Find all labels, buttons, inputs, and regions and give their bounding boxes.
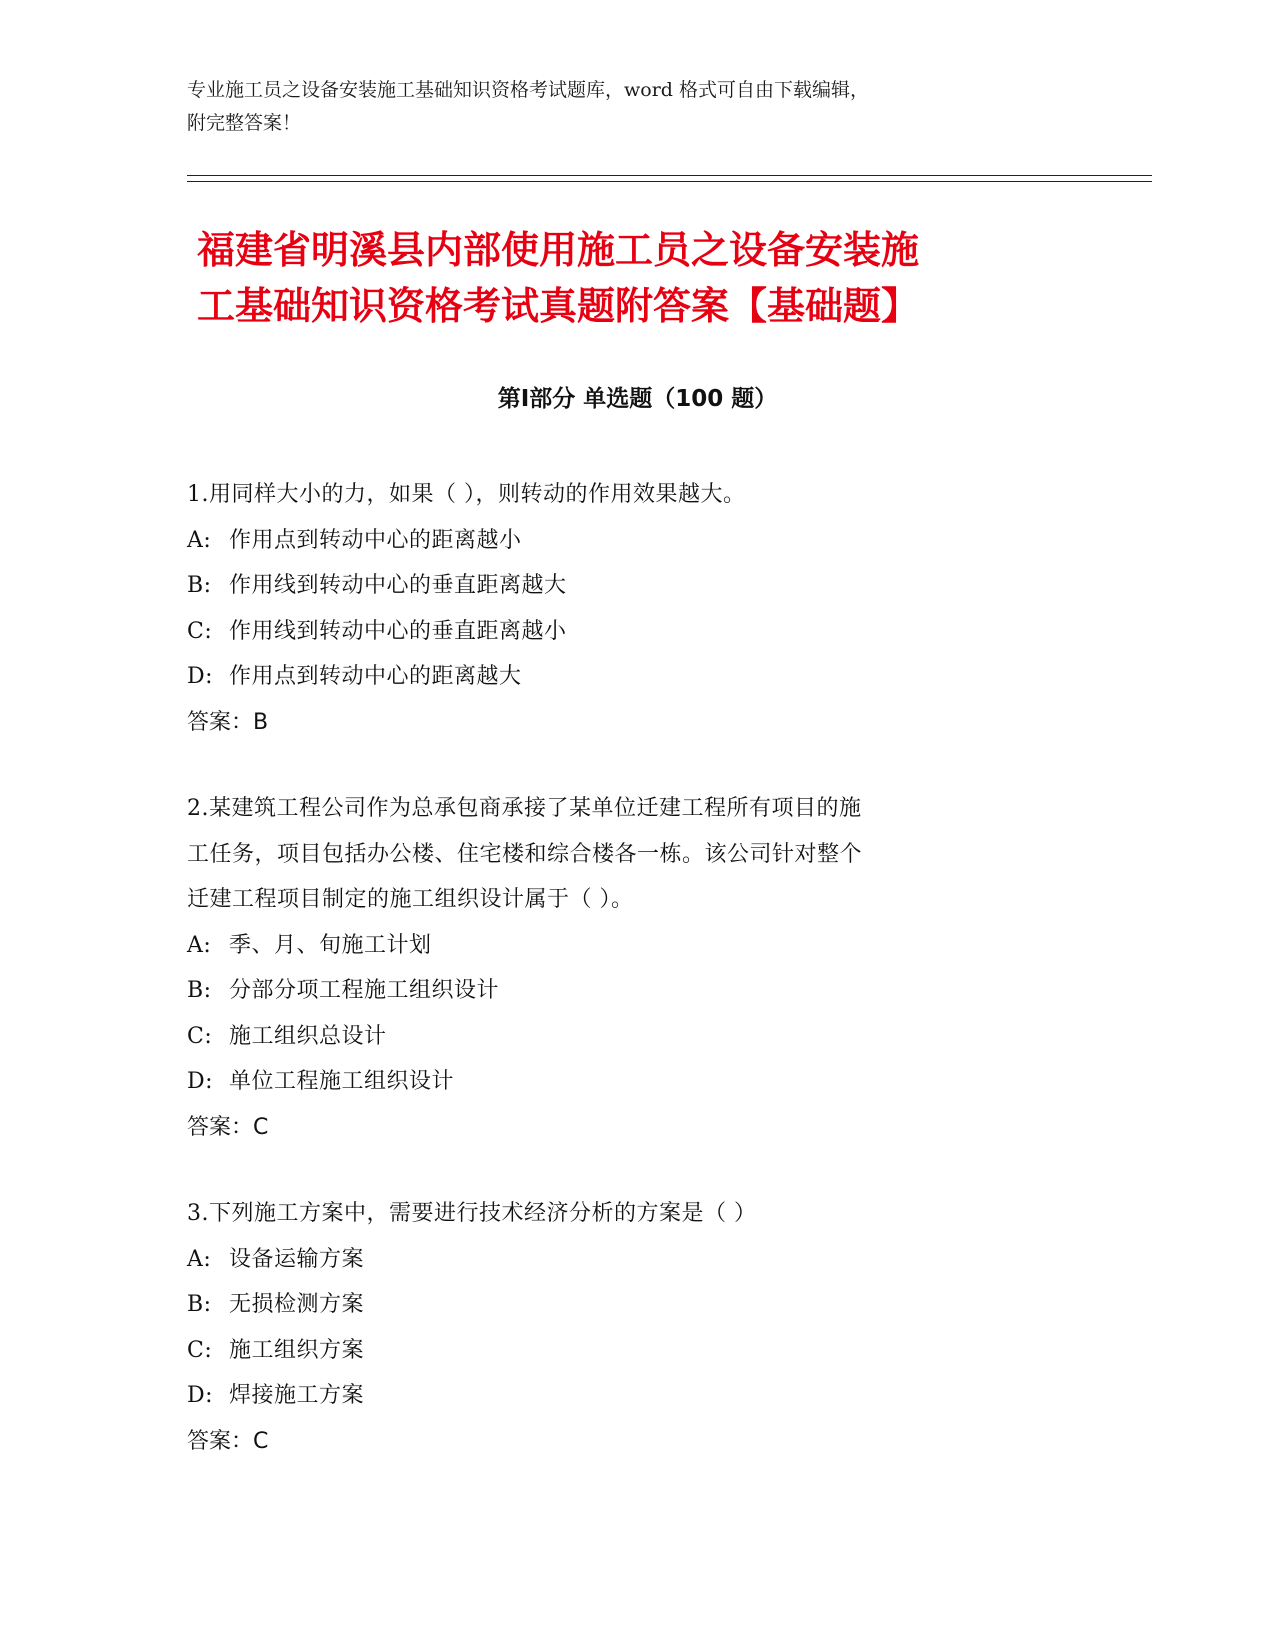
option-letter: B: bbox=[187, 573, 212, 598]
option-letter: A: bbox=[187, 1246, 212, 1272]
answer-option bbox=[187, 968, 1067, 1014]
option-letter: C: bbox=[187, 1023, 213, 1049]
answer-option bbox=[187, 1237, 1067, 1283]
header-note-line-1: 专业施工员之设备安装施工基础知识资格考试题库，word 格式可自由下载编辑， bbox=[187, 79, 869, 101]
answer-key: 答案：C bbox=[187, 1428, 269, 1454]
question-block bbox=[187, 472, 1067, 745]
answer-option bbox=[187, 518, 1067, 564]
option-text: 作用线到转动中心的垂直距离越小 bbox=[229, 618, 567, 644]
document-title-line-2: 工基础知识资格考试真题附答案【基础题】 bbox=[197, 284, 920, 328]
option-text: 施工组织总设计 bbox=[229, 1023, 387, 1049]
question-block bbox=[187, 1191, 1067, 1464]
answer-option bbox=[187, 923, 1067, 969]
answer-option bbox=[187, 1014, 1067, 1060]
option-letter: B: bbox=[187, 978, 212, 1003]
option-text: 设备运输方案 bbox=[229, 1246, 365, 1272]
option-letter: D: bbox=[187, 1383, 214, 1408]
question-text-line: 2.某建筑工程公司作为总承包商承接了某单位迁建工程所有项目的施 bbox=[187, 796, 862, 821]
option-letter: D: bbox=[187, 1069, 214, 1094]
answer-option bbox=[187, 1373, 1067, 1419]
answer-option bbox=[187, 1282, 1067, 1328]
answer-option bbox=[187, 609, 1067, 655]
option-text: 作用线到转动中心的垂直距离越大 bbox=[229, 573, 567, 598]
option-text: 作用点到转动中心的距离越小 bbox=[229, 527, 522, 553]
answer-option bbox=[187, 1328, 1067, 1374]
option-text: 作用点到转动中心的距离越大 bbox=[229, 664, 522, 689]
answer-option bbox=[187, 1059, 1067, 1105]
question-list bbox=[187, 472, 1067, 1505]
option-letter: A: bbox=[187, 932, 212, 958]
section-heading: 第Ⅰ部分 单选题（100 题） bbox=[497, 386, 778, 412]
header-note bbox=[187, 74, 1087, 140]
question-text-line: 3.下列施工方案中，需要进行技术经济分析的方案是（ ） bbox=[187, 1201, 757, 1226]
document-title-line-1: 福建省明溪县内部使用施工员之设备安装施 bbox=[197, 228, 920, 272]
document-title bbox=[197, 222, 1097, 334]
option-text: 分部分项工程施工组织设计 bbox=[229, 978, 500, 1003]
header-note-line-2: 附完整答案！ bbox=[187, 112, 302, 134]
question-block bbox=[187, 786, 1067, 1150]
option-text: 焊接施工方案 bbox=[229, 1383, 365, 1408]
header-divider-top bbox=[187, 175, 1152, 176]
question-text-line: 工任务，项目包括办公楼、住宅楼和综合楼各一栋。该公司针对整个 bbox=[187, 841, 863, 867]
answer-key: 答案：C bbox=[187, 1114, 269, 1140]
option-text: 单位工程施工组织设计 bbox=[229, 1069, 455, 1094]
option-letter: C: bbox=[187, 1337, 213, 1363]
answer-key: 答案：B bbox=[187, 709, 269, 735]
question-text-line: 迁建工程项目制定的施工组织设计属于（ ）。 bbox=[187, 887, 634, 912]
question-text-line: 1.用同样大小的力，如果（ ），则转动的作用效果越大。 bbox=[187, 482, 746, 507]
header-divider-bottom bbox=[187, 181, 1152, 182]
option-letter: B: bbox=[187, 1292, 212, 1317]
option-letter: C: bbox=[187, 618, 213, 644]
option-text: 季、月、旬施工计划 bbox=[229, 932, 432, 958]
option-letter: A: bbox=[187, 527, 212, 553]
option-letter: D: bbox=[187, 664, 214, 689]
option-text: 无损检测方案 bbox=[229, 1292, 365, 1317]
option-text: 施工组织方案 bbox=[229, 1337, 365, 1363]
answer-option bbox=[187, 563, 1067, 609]
answer-option bbox=[187, 654, 1067, 700]
